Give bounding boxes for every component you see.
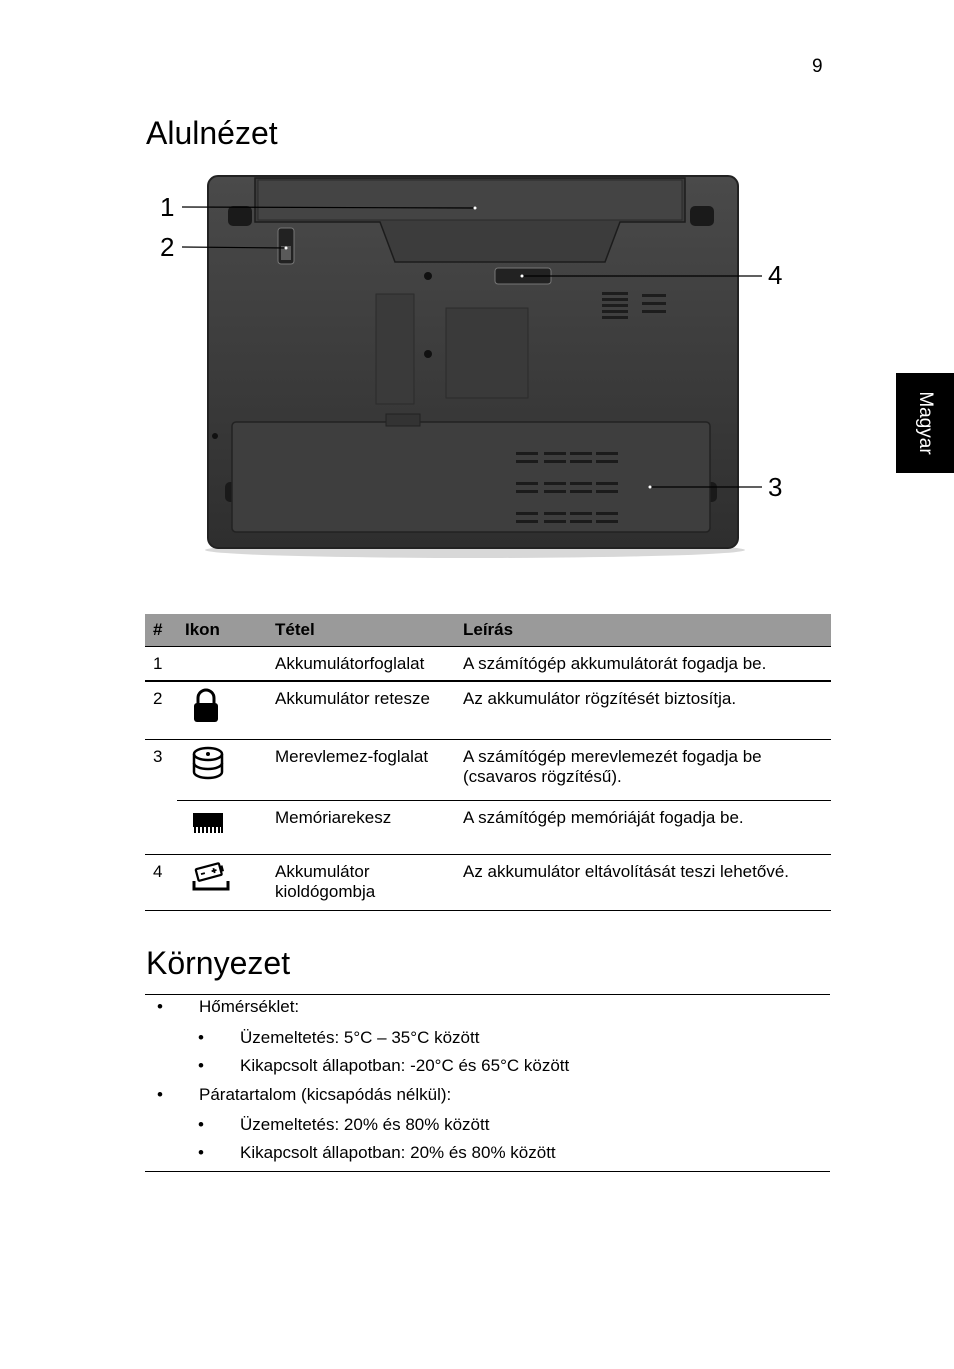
row-description: Az akkumulátor eltávolítását teszi lehetővé.: [455, 855, 831, 911]
bottom-view-title: Alulnézet: [146, 115, 278, 151]
bullet: •: [198, 1028, 204, 1047]
row-item: Akkumulátorfoglalat: [267, 647, 455, 682]
row-item: Akkumulátor retesze: [267, 681, 455, 740]
description-line: (csavaros rögzítésű).: [463, 767, 622, 786]
table-row: [145, 647, 831, 682]
item-line: Akkumulátor: [275, 862, 370, 881]
item-line: kioldógombja: [275, 882, 376, 901]
lock-icon: [191, 688, 221, 724]
table-row: [145, 855, 831, 911]
callout-4: 4: [768, 260, 783, 290]
hard-disk-icon: [191, 746, 225, 782]
list-subitem-label: Kikapcsolt állapotban: 20% és 80% között: [240, 1143, 556, 1162]
divider: [145, 994, 830, 995]
row-number: 3: [145, 740, 177, 855]
battery-release-icon: [191, 861, 231, 893]
row-description: [455, 740, 831, 801]
row-description: A számítógép akkumulátorát fogadja be.: [455, 647, 831, 682]
row-number: 1: [145, 647, 177, 682]
list-subitem: [198, 1056, 570, 1076]
page-number: 9: [812, 56, 823, 77]
list-subitem: [198, 1115, 490, 1135]
callout-3: 3: [768, 472, 783, 502]
bullet: •: [198, 1143, 204, 1162]
language-tab: [896, 373, 954, 473]
header-number: #: [145, 614, 177, 647]
laptop-bottom-image: [150, 170, 800, 565]
row-item: Merevlemez-foglalat: [267, 740, 455, 801]
list-subitem-label: Üzemeltetés: 5°C – 35°C között: [240, 1028, 480, 1047]
environment-title: Környezet: [146, 945, 291, 981]
bullet: •: [198, 1056, 204, 1075]
header-icon: Ikon: [177, 614, 267, 647]
components-table: [145, 614, 831, 911]
list-subitem: [198, 1028, 480, 1048]
description-line: A számítógép merevlemezét fogadja be: [463, 747, 762, 766]
list-item: [157, 1085, 452, 1105]
list-subitem-label: Üzemeltetés: 20% és 80% között: [240, 1115, 490, 1134]
callout-1: 1: [160, 192, 175, 222]
row-number: 2: [145, 681, 177, 740]
table-row: [145, 681, 831, 740]
memory-icon: [191, 807, 225, 837]
table-row: [145, 801, 831, 855]
bullet: •: [198, 1115, 204, 1134]
list-item: [157, 997, 300, 1017]
callout-2: 2: [160, 232, 175, 262]
divider: [145, 1171, 830, 1172]
row-item: [267, 855, 455, 911]
row-number: 4: [145, 855, 177, 911]
list-subitem-label: Kikapcsolt állapotban: -20°C és 65°C között: [240, 1056, 570, 1075]
list-subitem: [198, 1143, 556, 1163]
list-item-label: Hőmérséklet:: [199, 997, 300, 1016]
row-item: Memóriarekesz: [267, 801, 455, 855]
row-description: A számítógép memóriáját fogadja be.: [455, 801, 831, 855]
row-icon: [177, 647, 267, 682]
header-item: Tétel: [267, 614, 455, 647]
table-row: [145, 740, 831, 801]
row-description: Az akkumulátor rögzítését biztosítja.: [455, 681, 831, 740]
list-item-label: Páratartalom (kicsapódás nélkül):: [199, 1085, 452, 1104]
laptop-bottom-illustration: [150, 170, 800, 565]
table-header-row: [145, 614, 831, 647]
bullet: •: [157, 997, 163, 1016]
language-tab-label: Magyar: [915, 391, 936, 455]
header-description: Leírás: [455, 614, 831, 647]
bullet: •: [157, 1085, 163, 1104]
